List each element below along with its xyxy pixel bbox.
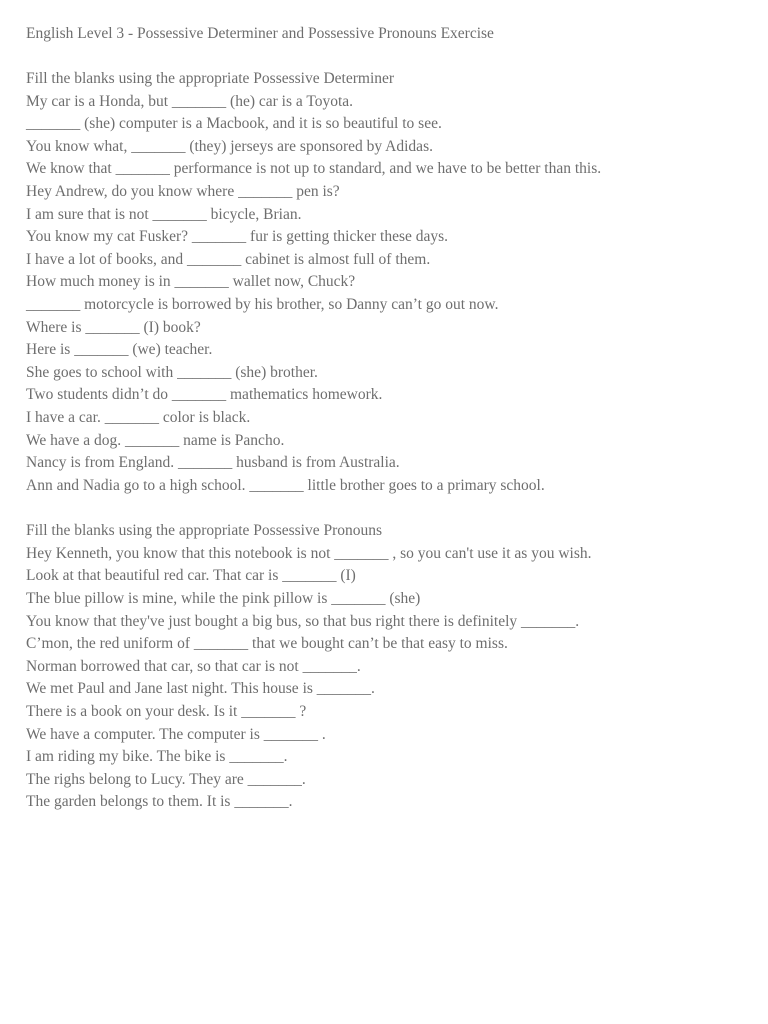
exercise-item: We have a computer. The computer is _______ . [26, 725, 326, 743]
exercise-item: I am sure that is not _______ bicycle, Brian. [26, 205, 302, 223]
exercise-item: The blue pillow is mine, while the pink pillow is _______ (she) [26, 590, 421, 608]
exercise-item: How much money is in _______ wallet now, Chuck? [26, 273, 356, 291]
exercise-item: She goes to school with _______ (she) brother. [26, 363, 318, 381]
worksheet-page [26, 23, 758, 814]
exercise-item: The righs belong to Lucy. They are _______. [26, 770, 306, 788]
section-heading-pronoun: Fill the blanks using the appropriate Possessive Pronouns [26, 522, 383, 540]
exercise-item: Nancy is from England. _______ husband is from Australia. [26, 454, 400, 472]
exercise-item: Ann and Nadia go to a high school. _______ little brother goes to a primary school. [26, 476, 545, 494]
exercise-item: I am riding my bike. The bike is _______. [26, 748, 288, 766]
exercise-item: We have a dog. _______ name is Pancho. [26, 431, 285, 449]
exercise-item: Here is _______ (we) teacher. [26, 341, 213, 359]
exercise-item: Hey Kenneth, you know that this notebook is not _______ , so you can't use it as you wish. [26, 544, 592, 562]
exercise-item: _______ (she) computer is a Macbook, and it is so beautiful to see. [26, 115, 442, 133]
spacer [26, 497, 758, 520]
exercise-item: Look at that beautiful red car. That car is _______ (I) [26, 567, 356, 585]
exercise-item: I have a lot of books, and _______ cabinet is almost full of them. [26, 250, 431, 268]
possessive-pronoun-section [26, 520, 758, 814]
exercise-item: We know that _______ performance is not up to standard, and we have to be better than this. [26, 160, 602, 178]
exercise-item: Two students didn’t do _______ mathematics homework. [26, 386, 383, 404]
section-heading-determiner: Fill the blanks using the appropriate Possessive Determiner [26, 70, 395, 87]
worksheet-title: English Level 3 - Possessive Determiner and Possessive Pronouns Exercise [26, 25, 494, 42]
spacer [26, 45, 758, 68]
exercise-item: You know that they've just bought a big bus, so that bus right there is definitely _______. [26, 612, 580, 630]
exercise-item: We met Paul and Jane last night. This house is _______. [26, 680, 375, 698]
exercise-item: I have a car. _______ color is black. [26, 408, 251, 426]
exercise-item: C’mon, the red uniform of _______ that we bought can’t be that easy to miss. [26, 635, 508, 653]
exercise-item: Where is _______ (I) book? [26, 318, 201, 336]
exercise-item: You know my cat Fusker? _______ fur is getting thicker these days. [26, 228, 449, 246]
exercise-item: You know what, _______ (they) jerseys are sponsored by Adidas. [26, 137, 433, 155]
exercise-item: The garden belongs to them. It is _______. [26, 793, 293, 811]
exercise-item: My car is a Honda, but _______ (he) car is a Toyota. [26, 92, 354, 110]
possessive-determiner-section [26, 68, 758, 497]
exercise-item: _______ motorcycle is borrowed by his brother, so Danny can’t go out now. [26, 295, 499, 313]
exercise-item: Hey Andrew, do you know where _______ pen is? [26, 182, 340, 200]
exercise-item: Norman borrowed that car, so that car is not _______. [26, 657, 361, 675]
exercise-item: There is a book on your desk. Is it _______ ? [26, 703, 307, 721]
